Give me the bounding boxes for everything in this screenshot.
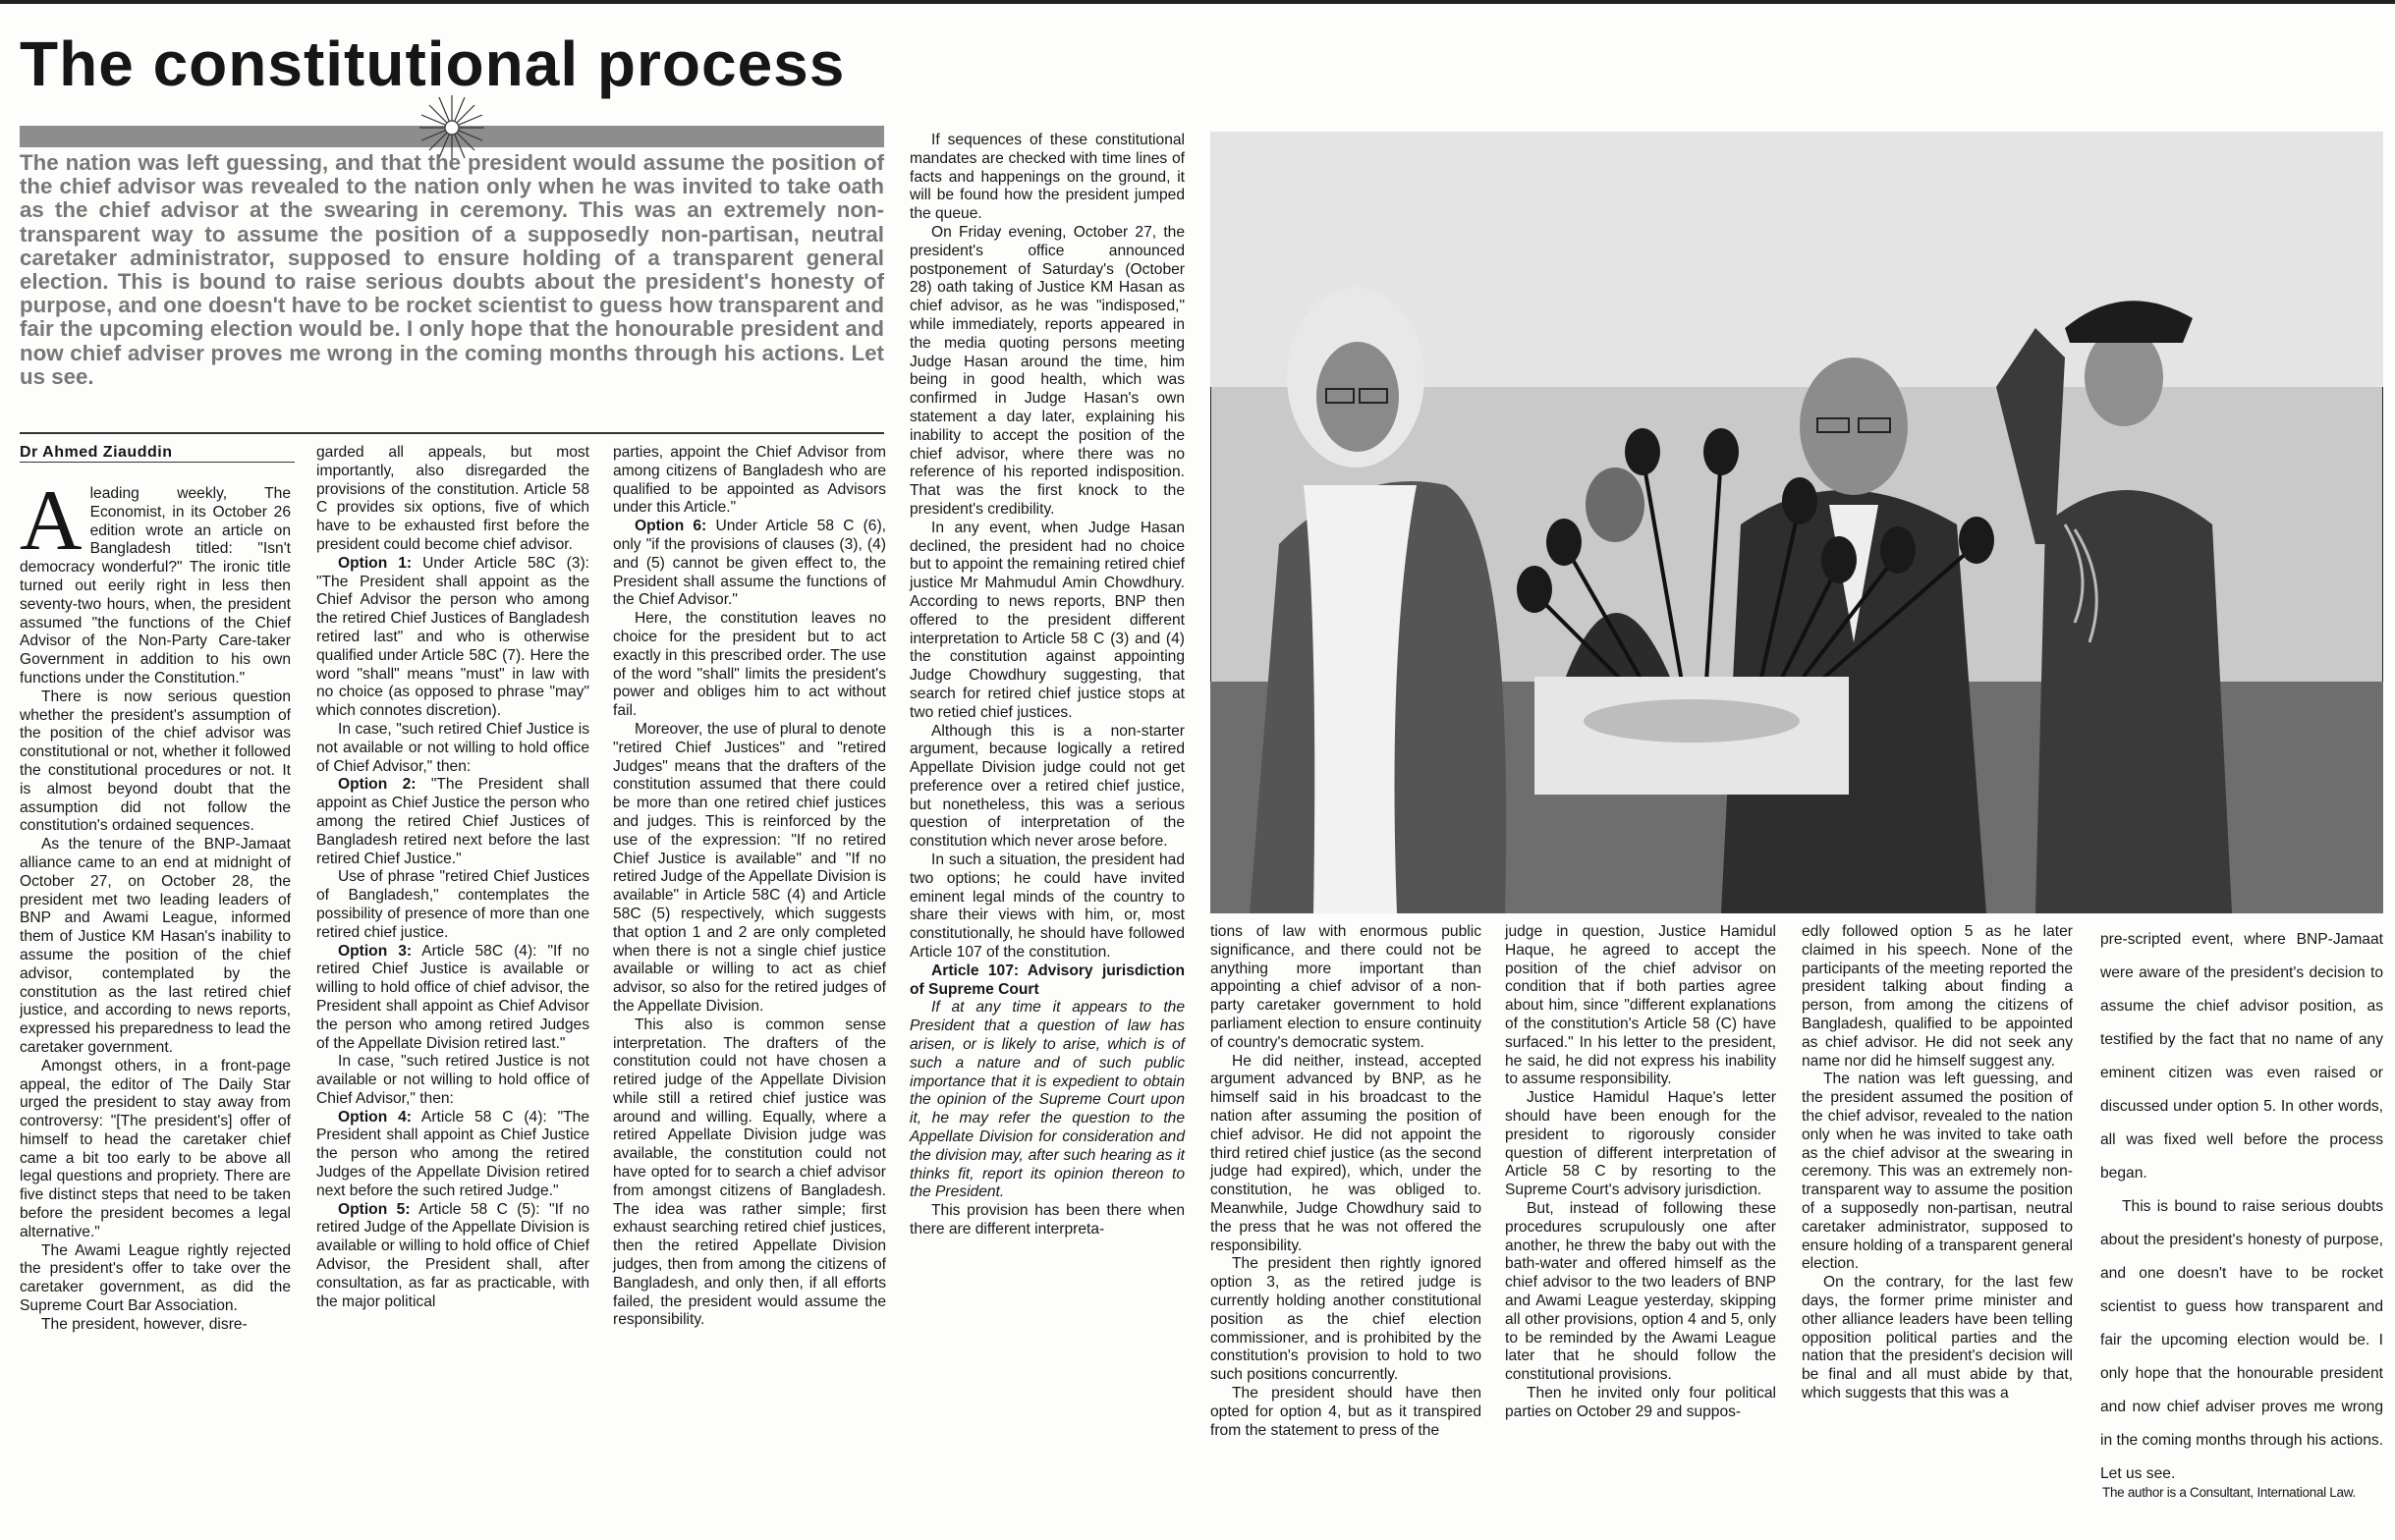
article-column-4 <box>910 132 1185 1239</box>
paragraph: On Friday evening, October 27, the president's office announced postponement of Saturday's (October 28) oath taking of Justice KM Hasan as chief advisor, as he was "indisposed," while immediately, reports appeared in the media quoting persons meeting Judge Hasan around the time, him being in good health, which was confirmed in Judge Hasan's own statement a day later, explaining his inability to accept the position of the chief advisor, where there was no reference of his reported indisposition. That was the first knock to the president's credibility. <box>910 223 1185 518</box>
article-column-2 <box>316 444 589 1311</box>
paragraph: On the contrary, for the last few days, the former prime minister and other alliance leaders have been telling opposition political parties and the nation that the president's decision will be final and all must abide by that, which suggests that this was a <box>1802 1274 2073 1402</box>
paragraph: He did neither, instead, accepted argument advanced by BNP, as he himself said in his broadcast to the nation after assuming the position of chief advisor. He did not appoint the third retired chief justice (as the second judge had expired), which, under the constitution, he was obliged to. Meanwhile, Judge Chowdhury said to the press that he was not offered the responsibility. <box>1210 1052 1481 1254</box>
byline: Dr Ahmed Ziauddin <box>20 444 173 461</box>
paragraph: In such a situation, the president had two options; he could have invited eminent legal minds of the country to share their views with him, or, most constitutionally, he should have followed Article 107 of the constitution. <box>910 852 1185 962</box>
paragraph: Justice Hamidul Haque's letter should have been enough for the president to rigorously consider question of different interpretation of Article 58 C by resorting to the Supreme Court's advisory jurisdiction. <box>1505 1089 1776 1199</box>
paragraph: This also is common sense interpretation. The drafters of the constitution could not have chosen a retired judge of the Appellate Division while still a retired chief justice was around and willing. Equally, where a retired Appellate Division judge was available, the constitution could not have opted for to search a chief advisor from amongst citizens of Bangladesh. The idea was rather simple; first exhaust searching retired chief justices, then the retired Appellate Division judges, then from among the citizens of Bangladesh, and only then, if all efforts failed, the president would assume the responsibility. <box>613 1016 886 1329</box>
paragraph: garded all appeals, but most importantly, also disregarded the provisions of the constitution. Article 58 C provides six options, five of which have to be exhausted first before the president could become chief advisor. <box>316 444 589 553</box>
paragraph: Then he invited only four political parties on October 29 and suppos- <box>1505 1384 1776 1420</box>
option-1-paragraph: Option 1: Under Article 58C (3): "The President shall appoint as the Chief Advisor the person who among the retired Chief Justices of Bangladesh retired last" and who is otherwise qualified under Article 58C (7). Here the word "shall" means "must" in law with no choice (as opposed to phrase "may" which connotes discretion). <box>316 554 589 720</box>
paragraph: This provision has been there when there are different interpreta- <box>910 1202 1185 1238</box>
paragraph: Amongst others, in a front-page appeal, the editor of The Daily Star urged the president to stay away from controversy: "[The president's] offer of himself to head the caretaker chief came a bit too early to be above all legal questions and propriety. There are five distinct steps that need to be taken before the president becomes a legal alternative." <box>20 1057 291 1240</box>
intro-deck: The nation was left guessing, and that the president would assume the position of the chief advisor was revealed to the nation only when he was invited to take oath as the chief advisor at the swearing in ceremony. This was an extremely non-transparent way to assume the position of a supposedly non-partisan, neutral caretaker administrator, supposed to ensure holding of a transparent general election. This is bound to raise serious doubts about the president's honesty of purpose, and one doesn't have to be rocket scientist to guess how transparent and fair the upcoming election would be. I only hope that the honourable president and now chief adviser proves me wrong in the coming months through his actions. Let us see. <box>20 150 884 389</box>
paragraph: This is bound to raise serious doubts about the president's honesty of purpose, and one doesn't have to be rocket scientist to guess how transparent and fair the upcoming election would be. I only hope that the honourable president and now chief adviser proves me wrong in the coming months through his actions. Let us see. <box>2100 1198 2383 1482</box>
swearing-in-photo <box>1210 132 2383 913</box>
article-column-6 <box>1505 923 1776 1422</box>
paragraph: In case, "such retired Justice is not available or not willing to hold office of Chief Advisor," then: <box>316 1053 589 1107</box>
paragraph: As the tenure of the BNP-Jamaat alliance came to an end at midnight of October 27, on October 28, the president met two leading leaders of BNP and Awami League, informed them of Justice KM Hasan's inability to assume the position of the chief advisor, contemplated by the constitution as the last retired chief justice, and according to news reports, expressed his preparedness to lead the caretaker government. <box>20 836 291 1056</box>
paragraph: judge in question, Justice Hamidul Haque, he agreed to accept the position of the chief advisor on condition that if both parties agree about him, since "different explanations of the constitution's Article 58 (C) have surfaced." In his letter to the president, he said, he did not express his inability to assume responsibility. <box>1505 923 1776 1088</box>
lead-paragraph: Aleading weekly, The Economist, in its October 26 edition wrote an article on Bangladesh titled: "Isn't democracy wonderful?" The ironic title turned out eerily right in less then seventy-two hours, when, the president assumed "the functions of the Chief Advisor of the Non-Party Care-taker Government in addition to his own functions under the Constitution." <box>20 473 291 687</box>
paragraph: The president should have then opted for option 4, but as it transpired from the statement to press of the <box>1210 1384 1481 1439</box>
drop-cap: A <box>20 473 83 569</box>
paragraph: pre-scripted event, where BNP-Jamaat were aware of the president's decision to assume the chief advisor position, as testified by the fact that no name of any eminent citizen was even raised or discussed under option 5. In other words, all was fixed well before the process began. <box>2100 931 2383 1182</box>
byline-rule <box>20 462 295 463</box>
option-4-paragraph: Option 4: Article 58 C (4): "The President shall appoint as Chief Justice the person who among the retired Judges of the Appellate Division retired next before the such retired Judge." <box>316 1108 589 1199</box>
article-107-quote: If at any time it appears to the President that a question of law has arisen, or is likely to arise, which is of such a nature and of such public importance that it is expedient to obtain the opinion of the Supreme Court upon it, he may refer the question to the Appellate Division for consideration and the division may, after such hearing as it thinks fit, report its opinion thereon to the President. <box>910 999 1185 1201</box>
author-credit: The author is a Consultant, International Law. <box>2102 1485 2356 1500</box>
paragraph: In any event, when Judge Hasan declined, the president had no choice but to appoint the remaining retired chief justice Mr Mahmudul Amin Chowdhury. According to news reports, BNP then offered to the president different interpretation to Article 58 C (3) and (4) the constitution against appointing Judge Chowdhury suggesting, that search for retired chief justice stops at two retied chief justices. <box>910 519 1185 721</box>
article-column-7 <box>1802 923 2073 1403</box>
headline: The constitutional process <box>20 28 846 99</box>
top-rule <box>0 0 2395 4</box>
paragraph: The president then rightly ignored option 3, as the retired judge is currently holding another constitutional position as the chief election commissioner, and is prohibited by the constitution's provision to hold to two such positions concurrently. <box>1210 1255 1481 1384</box>
paragraph: edly followed option 5 as he later claimed in his speech. None of the participants of the meeting reported the president talking about finding a person, from among the citizens of Bangladesh, qualified to be appointed as chief advisor. He did not seek any name nor did he himself suggest any. <box>1802 923 2073 1070</box>
paragraph: Moreover, the use of plural to denote "retired Chief Justices" and "retired Judges" means that the drafters of the constitution assumed that there could be more than one retired chief justices and judges. This is reinforced by the use of the expression: "If no retired Chief Justice is available" and "If no retired Judge of the Appellate Division is available" in Article 58C (4) and Article 58C (5) respectively, which suggests that option 1 and 2 are only completed when there is not a single chief justice available or willing to act as chief advisor, so also for the retired judges of the Appellate Division. <box>613 720 886 1015</box>
paragraph: tions of law with enormous public significance, and there could not be anything more important than appointing a chief advisor of a non-party caretaker government to hold parliament election to ensure continuity of country's democratic system. <box>1210 923 1481 1051</box>
paragraph: The president, however, disre- <box>41 1315 248 1333</box>
paragraph: If sequences of these constitutional mandates are checked with time lines of facts and happenings on the ground, it will be found how the president jumped the queue. <box>910 132 1185 223</box>
article-107-heading: Article 107: Advisory jurisdiction of Supreme Court <box>910 962 1185 998</box>
paragraph: But, instead of following these procedures scrupulously one after another, he threw the baby out with the bath-water and offered himself as the chief advisor to the two leaders of BNP and Awami League yesterday, skipping all other provisions, option 4 and 5, only to be reminded by the Awami League later that he should follow the constitutional provisions. <box>1505 1199 1776 1384</box>
option-3-paragraph: Option 3: Article 58C (4): "If no retired Chief Justice is available or willing to hold office of chief advisor, the President shall appoint as Chief Advisor the person who among retired Judges of the Appellate Division retired last." <box>316 942 589 1052</box>
paragraph: There is now serious question whether the president's assumption of the position of the chief advisor was constitutional or not, whether it followed the constitutional procedures or not. It is almost beyond doubt that the assumption did not follow the constitution's ordained sequences. <box>20 688 291 835</box>
paragraph: Although this is a non-starter argument, because logically a retired Appellate Division judge could not get preference over a retired chief justice, but nonetheless, this was a serious question of interpretation of the constitution which never arose before. <box>910 722 1185 851</box>
paragraph: The nation was left guessing, and the president assumed the position of the chief advisor, revealed to the nation only when he was invited to take oath as the chief advisor at the swearing in ceremony. This was an extremely non-transparent way to assume the position of a supposedly non-partisan, neutral caretaker administrator, supposed to ensure holding of a transparent general election. <box>1802 1071 2073 1273</box>
option-2-paragraph: Option 2: "The President shall appoint as Chief Justice the person who among the retired Chief Justices of Bangladesh retired next before the last retired Chief Justice." <box>316 776 589 867</box>
paragraph: Here, the constitution leaves no choice for the president but to act exactly in this prescribed order. The use of the word "shall" limits the president's power and obliges him to act without fail. <box>613 610 886 720</box>
article-column-8 <box>2100 923 2383 1491</box>
article-column-1 <box>20 473 291 1335</box>
article-column-3 <box>613 444 886 1330</box>
paragraph: parties, appoint the Chief Advisor from among citizens of Bangladesh who are qualified to be appointed as Advisors under this Article." <box>613 444 886 517</box>
option-6-paragraph: Option 6: Under Article 58 C (6), only "if the provisions of clauses (3), (4) and (5) cannot be given effect to, the President shall assume the functions of the Chief Advisor." <box>613 518 887 609</box>
intro-rule <box>20 432 884 434</box>
article-column-5 <box>1210 923 1481 1440</box>
option-5-paragraph: Option 5: Article 58 C (5): "If no retired Judge of the Appellate Division is available or willing to hold office of Chief Advisor, the President shall, after consultation, as far as practicable, with the major political <box>316 1200 589 1310</box>
paragraph: The Awami League rightly rejected the president's offer to take over the caretaker government, as did the Supreme Court Bar Association. <box>20 1241 291 1315</box>
paragraph: Use of phrase "retired Chief Justices of Bangladesh," contemplates the possibility of presence of more than one retired chief justice. <box>316 868 589 941</box>
paragraph: In case, "such retired Chief Justice is not available or not willing to hold office of Chief Advisor," then: <box>316 720 589 775</box>
